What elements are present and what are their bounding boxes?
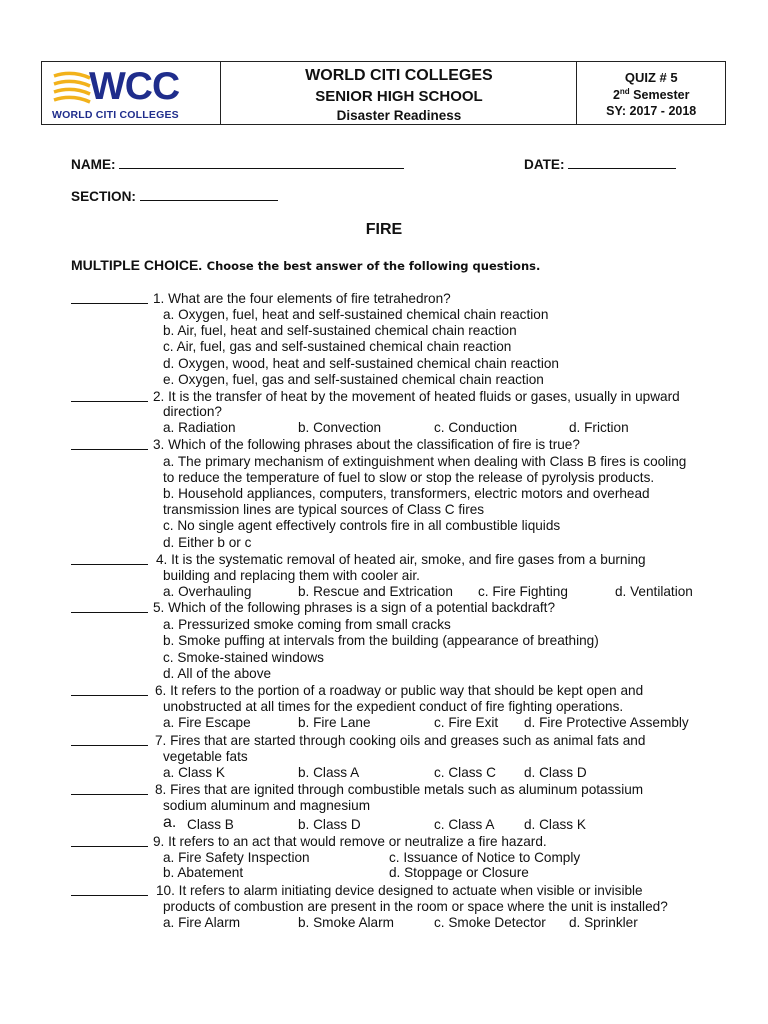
answer-blank[interactable] — [71, 683, 148, 696]
answer-blank[interactable] — [71, 552, 148, 565]
answer-blank[interactable] — [71, 437, 148, 450]
answer-blank[interactable] — [71, 883, 148, 896]
question-stem: 4. It is the systematic removal of heated air, smoke, and fire gases from a burning — [156, 552, 646, 567]
answer-option: d. Class D — [524, 765, 587, 780]
subject-title: Disaster Readiness — [336, 108, 462, 123]
answer-option: d. Friction — [569, 420, 629, 435]
name-field — [71, 156, 404, 173]
question-stem: 1. What are the four elements of fire tetrahedron? — [153, 291, 451, 306]
question-stem: 5. Which of the following phrases is a sign of a potential backdraft? — [153, 600, 555, 615]
answer-option: e. Oxygen, fuel, gas and self-sustained chemical chain reaction — [163, 372, 544, 387]
answer-option: c. Class C — [434, 765, 496, 780]
answer-option: b. Class A — [298, 765, 360, 780]
question-stem-cont: vegetable fats — [163, 749, 248, 764]
logo-subtext: WORLD CITI COLLEGES — [52, 109, 179, 121]
answer-option: c. Air, fuel, gas and self-sustained chemical chain reaction — [163, 339, 512, 354]
answer-option: a. Overhauling — [163, 584, 252, 599]
logo — [42, 62, 221, 124]
answer-blank[interactable] — [71, 600, 148, 613]
question-stem-cont: unobstructed at all times for the expedient conduct of fire fighting operations. — [163, 699, 624, 714]
question-stem: 8. Fires that are ignited through combustible metals such as aluminum potassium — [155, 782, 644, 797]
semester-num: 2 — [612, 88, 620, 103]
question-stem: 2. It is the transfer of heat by the movement of heated fluids or gases, usually in upward — [153, 389, 680, 404]
answer-option: a. Fire Safety Inspection — [163, 850, 310, 865]
school-info — [221, 62, 577, 124]
answer-blank[interactable] — [71, 733, 148, 746]
answer-option: c. Conduction — [434, 420, 518, 435]
name-input-line[interactable] — [119, 156, 404, 169]
answer-option: c. No single agent effectively controls fire in all combustible liquids — [163, 518, 561, 533]
answer-option-cont: transmission lines are typical sources of Class C fires — [163, 502, 485, 517]
answer-option: c. Smoke-stained windows — [163, 650, 324, 665]
name-label: NAME: — [71, 157, 116, 172]
answer-option: a. Oxygen, fuel, heat and self-sustained chemical chain reaction — [163, 307, 549, 322]
question-stem: 6. It refers to the portion of a roadway or public way that should be kept open and — [155, 683, 644, 698]
question-stem-cont: products of combustion are present in the room or space where the unit is installed? — [163, 899, 668, 914]
question-stem-cont: sodium aluminum and magnesium — [163, 798, 371, 813]
school-name: WORLD CITI COLLEGES — [305, 67, 493, 84]
date-label: DATE: — [524, 157, 565, 172]
answer-option: a. Pressurized smoke coming from small cracks — [163, 617, 451, 632]
answer-blank[interactable] — [71, 834, 148, 847]
answer-option: d. Fire Protective Assembly — [524, 715, 689, 730]
logo-text: WCC — [89, 65, 180, 108]
quiz-info — [577, 62, 725, 124]
instructions — [71, 257, 540, 275]
answer-option: d. Oxygen, wood, heat and self-sustained chemical chain reaction — [163, 356, 559, 371]
answer-option: d. Class K — [524, 817, 586, 832]
answer-option: c. Issuance of Notice to Comply — [389, 850, 581, 865]
answer-option: c. Smoke Detector — [434, 915, 546, 930]
section-input-line[interactable] — [140, 188, 278, 201]
school-year: SY: 2017 - 2018 — [606, 104, 697, 119]
answer-option: a. Fire Alarm — [163, 915, 241, 930]
section-field — [71, 188, 278, 205]
answer-option: a. The primary mechanism of extinguishment when dealing with Class B fires is cooling — [163, 454, 687, 469]
semester — [577, 87, 725, 102]
answer-option: b. Class D — [298, 817, 361, 832]
date-field — [524, 156, 676, 173]
semester-sup: nd — [619, 87, 630, 96]
answer-option-letter: a. — [163, 814, 177, 831]
answer-option: a. Radiation — [163, 420, 236, 435]
answer-option: d. Either b or c — [163, 535, 252, 550]
answer-option: c. Class A — [434, 817, 495, 832]
answer-option: d. Ventilation — [615, 584, 693, 599]
section-label: SECTION: — [71, 189, 136, 204]
answer-option: d. All of the above — [163, 666, 272, 681]
question-stem: 7. Fires that are started through cooking oils and greases such as animal fats and — [155, 733, 646, 748]
semester-word: Semester — [629, 88, 690, 103]
instructions-lead: MULTIPLE CHOICE. — [71, 257, 203, 273]
answer-option: b. Fire Lane — [298, 715, 371, 730]
answer-option: d. Sprinkler — [569, 915, 638, 930]
answer-option-cont: to reduce the temperature of fuel to slow or stop the release of pyrolysis products. — [163, 470, 655, 485]
answer-option: b. Air, fuel, heat and self-sustained chemical chain reaction — [163, 323, 517, 338]
answer-option: b. Rescue and Extrication — [298, 584, 453, 599]
header-box — [41, 61, 726, 125]
answer-option: b. Smoke puffing at intervals from the building (appearance of breathing) — [163, 633, 599, 648]
question-stem: 9. It refers to an act that would remove or neutralize a fire hazard. — [153, 834, 547, 849]
answer-option: a. Fire Escape — [163, 715, 251, 730]
answer-blank[interactable] — [71, 291, 148, 304]
answer-option: b. Abatement — [163, 865, 244, 880]
question-stem-cont: direction? — [163, 404, 222, 419]
answer-option: c. Fire Fighting — [478, 584, 568, 599]
answer-blank[interactable] — [71, 782, 148, 795]
school-sub: SENIOR HIGH SCHOOL — [315, 88, 483, 105]
answer-option: a. Class K — [163, 765, 225, 780]
logo-swoosh-icon — [52, 68, 92, 108]
answer-blank[interactable] — [71, 389, 148, 402]
answer-option: d. Stoppage or Closure — [389, 865, 529, 880]
answer-option: b. Convection — [298, 420, 382, 435]
page-title: FIRE — [365, 221, 403, 238]
instructions-text: Choose the best answer of the following questions. — [206, 259, 541, 273]
date-input-line[interactable] — [568, 156, 676, 169]
question-stem: 3. Which of the following phrases about the classification of fire is true? — [153, 437, 580, 452]
answer-option: b. Household appliances, computers, transformers, electric motors and overhead — [163, 486, 650, 501]
answer-option: b. Smoke Alarm — [298, 915, 394, 930]
question-stem: 10. It refers to alarm initiating device designed to actuate when visible or invisible — [156, 883, 643, 898]
answer-option: c. Fire Exit — [434, 715, 499, 730]
question-stem-cont: building and replacing them with cooler air. — [163, 568, 420, 583]
answer-option: Class B — [187, 817, 234, 832]
quiz-number: QUIZ # 5 — [624, 70, 678, 85]
